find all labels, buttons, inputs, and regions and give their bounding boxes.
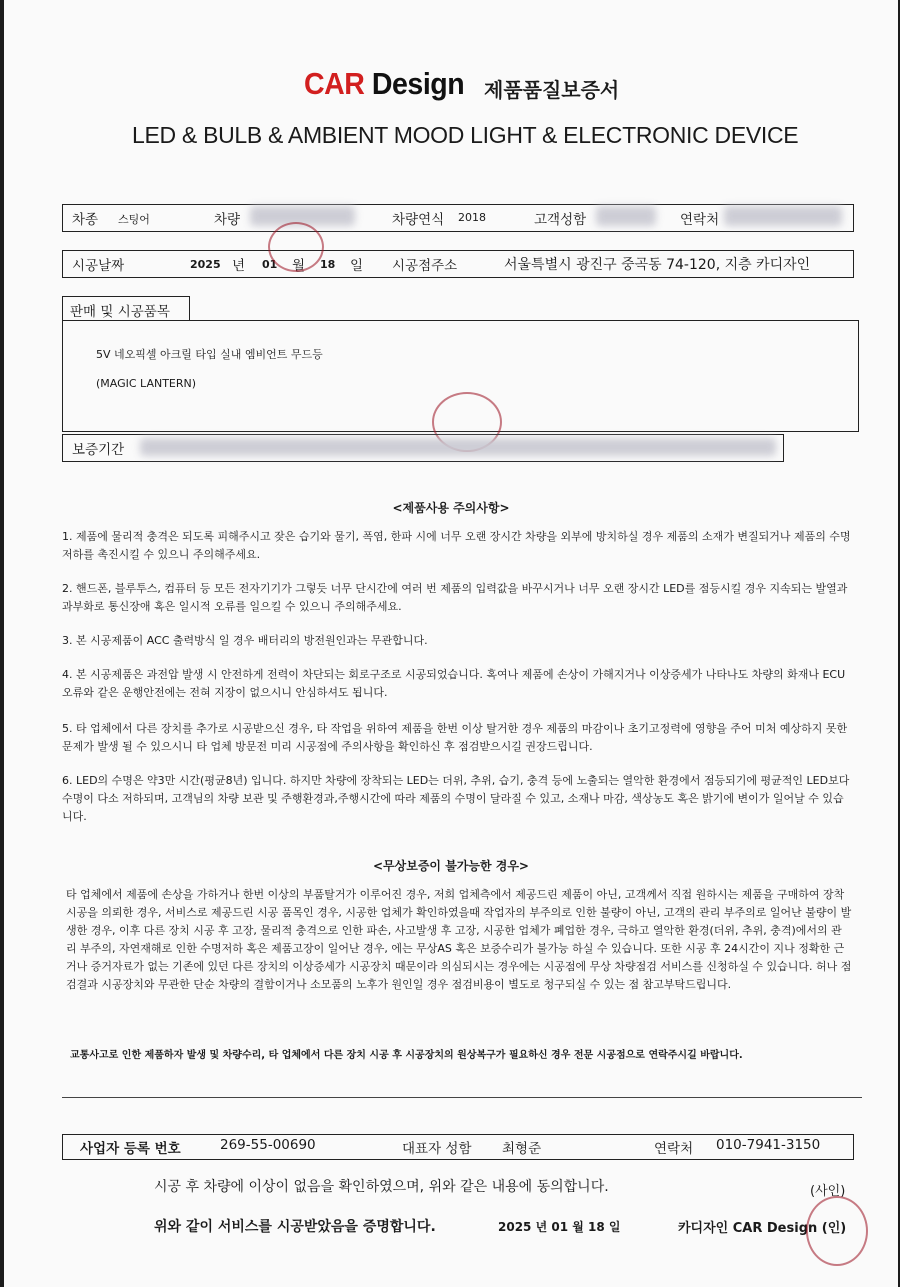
car-type-label: 차종 — [72, 212, 99, 228]
customer-name-redacted — [596, 206, 656, 226]
seal-stamp-top — [268, 222, 324, 272]
brand-logo — [304, 66, 464, 102]
install-day-unit: 일 — [350, 258, 364, 274]
product-line-1: 5V 네오픽셀 아크릴 타입 실내 엠비언트 무드등 — [96, 348, 323, 361]
caution-item: 4. 본 시공제품은 과전압 발생 시 안전하게 전력이 차단되는 회로구조로 시공되었습니다. 혹여나 제품에 손상이 가해지거나 이상증세가 나타나도 차량의 화재나 ECU오류와 같은 운행안전에는 전혀 지장이 없으시니 안심하셔도 됩니다. — [62, 668, 846, 699]
business-reg-value: 269-55-00690 — [220, 1137, 316, 1153]
warranty-redacted — [140, 438, 776, 456]
business-reg-label: 사업자 등록 번호 — [80, 1141, 181, 1157]
caution-item: 2. 핸드폰, 블루투스, 컴퓨터 등 모든 전자기기가 그렇듯 너무 단시간에 여러 번 제품의 입력값을 바꾸시거나 너무 오랜 장시간 LED를 점등시킬 경우 지속되는 발열과 과부화로 통신장애 혹은 일시적 오류를 일으킬 수 있으니 주의해주세요. — [62, 582, 848, 613]
document-title: 제품품질보증서 — [484, 78, 620, 102]
representative-label: 대표자 성함 — [402, 1141, 472, 1157]
install-year-unit: 년 — [232, 258, 246, 274]
car-type-value: 스팅어 — [118, 213, 150, 226]
certify-statement: 위와 같이 서비스를 시공받았음을 증명합니다. — [154, 1219, 436, 1235]
warranty-label: 보증기간 — [72, 442, 125, 458]
no-warranty-body: 타 업체에서 제품에 손상을 가하거나 한번 이상의 부품탈거가 이루어진 경우, 저희 업체측에서 제공드린 제품이 아닌, 고객께서 직접 원하시는 제품을 구매하여 장착 시공을 의뢰한 경우, 서비스로 제공드린 시공 품목인 경우, 시공한 업체가 확인하였을때 작업자의 부주의로 인한 불량이 아닌, 고객의 관리 부주의로 일어난 불량이 발생한 경우, 이후 다른 장치 시공 후 고장, 물리적 충격으로 인한 파손, 사고발생 후 고장, 시공한 업체가 폐업한 경우, 극하고 열악한 환경(더위, 추위, 충격)에서의 관리 부주의, 자연재해로 인한 수명저하 혹은 제품고장이 일어난 경우, 에는 무상AS 혹은 보증수리가 불가능 하실 수 있습니다. 또한 시공 후 24시간이 지나 정확한 근거나 증거자료가 없는 기존에 있던 다른 장치의 이상증세가 시공장치 때문이라 의심되시는 경우에는 시공점에 무상 차량점검 서비스를 신청하실 수 있습니다. 허나 점검결과 시공장치와 무관한 단순 차량의 결함이거나 소모품의 노후가 원인일 경우 점검비용이 별도로 청구되실 수 있는 점 참고부탁드립니다. — [66, 888, 852, 991]
business-contact-value: 010-7941-3150 — [716, 1137, 821, 1153]
caution-item: 3. 본 시공제품이 ACC 출력방식 일 경우 배터리의 방전원인과는 무관합니다. — [62, 634, 428, 647]
confirm-statement: 시공 후 차량에 이상이 없음을 확인하였으며, 위와 같은 내용에 동의합니다. — [154, 1179, 609, 1195]
plate-label: 차량 — [214, 212, 241, 228]
caution-item: 5. 타 업체에서 다른 장치를 추가로 시공받으신 경우, 타 작업을 위하여 제품을 한번 이상 탈거한 경우 제품의 마감이나 초기고정력에 영향을 주어 미처 예상하지 못한 문제가 발생 될 수 있으시니 타 업체 방문전 미리 시공점에 주의사항을 확인하신 후 점검받으시길 권장드립니다. — [62, 722, 848, 753]
signature-label: (사인) — [810, 1184, 846, 1199]
caution-item: 6. LED의 수명은 약3만 시간(평균8년) 입니다. 하지만 차량에 장착되는 LED는 더위, 추위, 습기, 충격 등에 노출되는 열악한 환경에서 점등되기에 평균적인 LED보다 수명이 다소 저하되며, 고객님의 차량 보관 및 주행환경과,주행시간에 따라 제품의 수명이 달라질 수 있고, 소재나 마감, 색상농도 혹은 밝기에 변이가 일어날 수 있습니다. — [62, 774, 850, 823]
customer-contact-redacted — [724, 206, 842, 226]
install-address-label: 시공점주소 — [392, 258, 458, 274]
product-line-2: (MAGIC LANTERN) — [96, 377, 197, 390]
car-year-value: 2018 — [458, 211, 486, 224]
divider — [62, 1097, 862, 1098]
install-month: 01 — [262, 258, 278, 271]
brand-design: Design — [371, 66, 465, 101]
install-day: 18 — [320, 258, 336, 271]
business-contact-label: 연락처 — [654, 1141, 694, 1157]
cautions-title: <제품사용 주의사항> — [392, 501, 510, 515]
brand-car: CAR — [304, 66, 365, 101]
install-year: 2025 — [190, 258, 221, 271]
warranty-certificate — [4, 0, 898, 1287]
caution-item: 1. 제품에 물리적 충격은 되도록 피해주시고 잦은 습기와 물기, 폭염, 한파 시에 너무 오랜 장시간 차량을 외부에 방치하실 경우 제품의 소재가 변질되거나 제품의 수명저하를 촉진시킬 수 있으니 주의해주세요. — [62, 530, 851, 561]
customer-name-label: 고객성함 — [534, 212, 587, 228]
no-warranty-note: 교통사고로 인한 제품하자 발생 및 차량수리, 타 업체에서 다른 장치 시공 후 시공장치의 원상복구가 필요하신 경우 전문 시공점으로 연락주시길 바랍니다. — [70, 1050, 743, 1061]
install-address-value: 서울특별시 광진구 중곡동 74-120, 지층 카디자인 — [504, 257, 811, 273]
representative-value: 최형준 — [502, 1141, 542, 1157]
products-label: 판매 및 시공품목 — [70, 304, 170, 320]
certify-date: 2025 년 01 월 18 일 — [498, 1220, 621, 1234]
customer-contact-label: 연락처 — [680, 212, 720, 228]
install-date-label: 시공날짜 — [72, 258, 125, 274]
company-seal-text: 카디자인 CAR Design (인) — [678, 1221, 847, 1236]
no-warranty-title: <무상보증이 불가능한 경우> — [373, 859, 529, 873]
document-subtitle: LED & BULB & AMBIENT MOOD LIGHT & ELECTRONIC DEVICE — [132, 122, 799, 148]
car-year-label: 차량연식 — [392, 212, 445, 228]
seal-stamp-bottom — [806, 1196, 868, 1266]
install-month-unit: 월 — [292, 258, 306, 274]
